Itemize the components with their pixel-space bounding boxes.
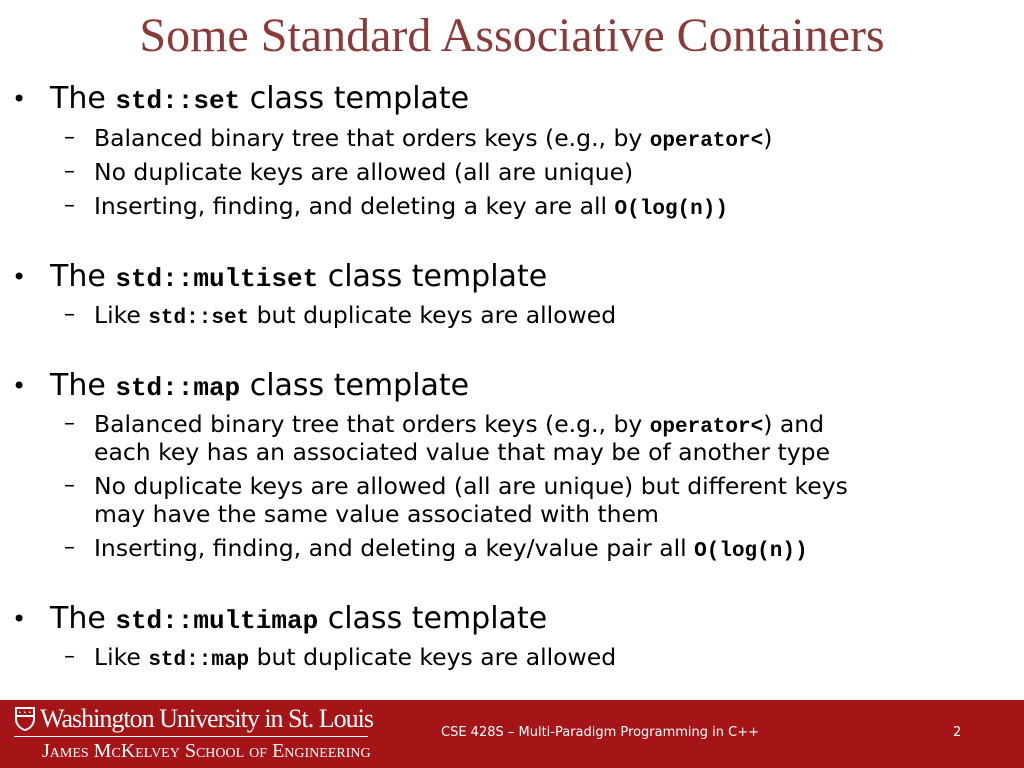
sub-bullet: Like std::set but duplicate keys are allowed (94, 301, 617, 330)
sub-bullet-continuation: each key has an associated value that may be of another type (94, 438, 831, 466)
dash-marker: – (64, 193, 75, 218)
sub-bullet: Inserting, finding, and deleting a key/value pair all O(log(n)) (94, 534, 808, 563)
logo-university-name: Washington University in St. Louis (40, 704, 373, 733)
bullet-set: The std::set class template (50, 81, 470, 116)
dash-marker: – (64, 535, 75, 560)
dash-marker: – (64, 159, 75, 184)
dash-marker: – (64, 302, 75, 327)
dash-marker: – (64, 125, 75, 150)
sub-bullet-continuation: may have the same value associated with them (94, 500, 659, 528)
code-std-set: std::set (115, 86, 241, 116)
footer-course-title: CSE 428S – Multi-Paradigm Programming in C++ (441, 725, 760, 740)
university-shield-icon (14, 706, 36, 732)
logo-divider (14, 736, 368, 737)
bullet-marker: • (12, 263, 27, 291)
bullet-marker: • (12, 605, 27, 633)
logo-school-name: James McKelvey School of Engineering (42, 740, 371, 762)
dash-marker: – (64, 473, 75, 498)
sub-bullet: No duplicate keys are allowed (all are unique) (94, 158, 634, 186)
footer-bar (0, 700, 1024, 768)
dash-marker: – (64, 644, 75, 669)
bullet-marker: • (12, 372, 27, 400)
code-std-map: std::map (115, 373, 241, 403)
sub-bullet: Balanced binary tree that orders keys (e.g., by operator<) (94, 124, 773, 153)
dash-marker: – (64, 411, 75, 436)
sub-bullet: Balanced binary tree that orders keys (e.g., by operator<) and (94, 410, 825, 439)
bullet-multimap: The std::multimap class template (50, 601, 548, 636)
bullet-marker: • (12, 85, 27, 113)
page-number: 2 (953, 725, 962, 740)
bullet-multiset: The std::multiset class template (50, 259, 548, 294)
bullet-map: The std::map class template (50, 368, 470, 403)
code-std-multimap: std::multimap (115, 606, 319, 636)
sub-bullet: No duplicate keys are allowed (all are unique) but different keys (94, 472, 848, 500)
code-std-multiset: std::multiset (115, 264, 319, 294)
slide-title: Some Standard Associative Containers (139, 9, 885, 62)
sub-bullet: Inserting, finding, and deleting a key are all O(log(n)) (94, 192, 728, 221)
sub-bullet: Like std::map but duplicate keys are allowed (94, 643, 617, 672)
